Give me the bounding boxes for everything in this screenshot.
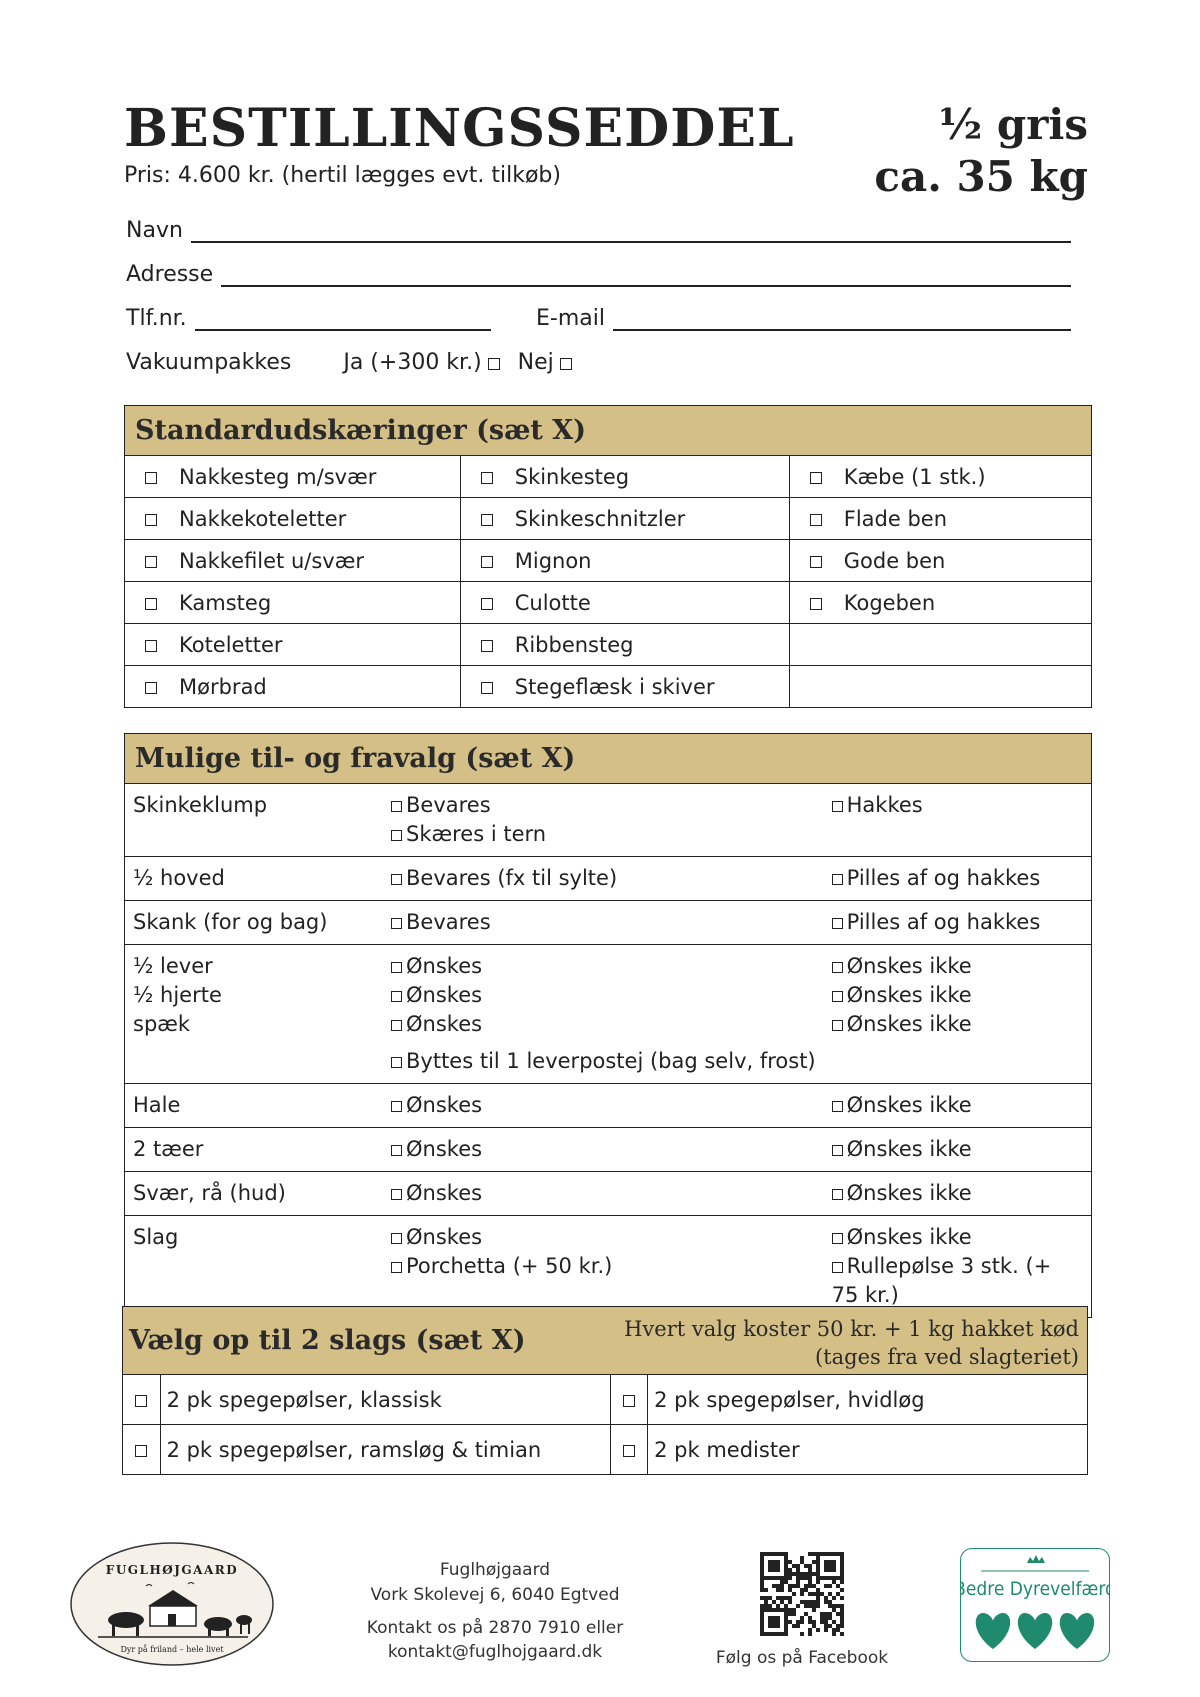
standard-cut-label: Skinkeschnitzler xyxy=(514,506,686,531)
sausage-label: 2 pk spegepølser, ramsløg & timian xyxy=(160,1425,610,1475)
option-choice[interactable] xyxy=(391,1179,816,1208)
option-choice[interactable] xyxy=(391,908,816,937)
sausage-label: 2 pk spegepølser, hvidløg xyxy=(648,1375,1087,1425)
standard-cut-cell xyxy=(125,666,460,708)
option-choice-label: Pilles af og hakkes xyxy=(846,910,1041,934)
sausages-title: Vælg op til 2 slags (sæt X) xyxy=(129,1325,526,1356)
name-label: Navn xyxy=(126,218,183,243)
option-checkbox[interactable] xyxy=(391,1233,402,1244)
sausage-row xyxy=(123,1425,1087,1475)
option-choice[interactable] xyxy=(832,952,1083,981)
option-extra-choice[interactable] xyxy=(391,1047,816,1076)
option-choice-label: Ønskes ikke xyxy=(846,1225,972,1249)
footer-contact-1: Kontakt os på 2870 7910 eller xyxy=(366,1618,624,1638)
option-row xyxy=(125,1172,1091,1216)
option-choice-label: Ønskes xyxy=(406,1181,483,1205)
footer-company: Fuglhøjgaard xyxy=(439,1560,551,1580)
sausage-checkbox-cell xyxy=(123,1375,160,1425)
vacuum-no-label: Nej xyxy=(517,350,554,375)
option-checkbox[interactable] xyxy=(832,1145,843,1156)
standard-cut-cell xyxy=(125,540,460,582)
standard-cut-checkbox[interactable] xyxy=(145,514,157,526)
option-row xyxy=(125,784,1091,857)
option-choice-cell xyxy=(383,1172,824,1216)
option-label-cell xyxy=(125,945,383,1084)
option-label-cell xyxy=(125,1216,383,1318)
option-label: Svær, rå (hud) xyxy=(133,1181,286,1205)
option-choice[interactable] xyxy=(391,1010,816,1039)
option-choice-cell xyxy=(824,1128,1091,1172)
standard-cut-checkbox[interactable] xyxy=(810,598,822,610)
option-choice[interactable] xyxy=(391,820,816,849)
option-label: ½ lever xyxy=(133,954,213,978)
sausages-note-2: (tages fra ved slagteriet) xyxy=(814,1345,1079,1369)
option-choice-cell xyxy=(383,945,824,1084)
option-choice[interactable] xyxy=(391,791,816,820)
facebook-link[interactable]: Følg os på Facebook xyxy=(715,1648,889,1668)
option-choice-cell xyxy=(383,784,824,857)
option-checkbox[interactable] xyxy=(832,1233,843,1244)
standard-cuts-row xyxy=(125,498,1091,540)
option-choice-label: Ønskes ikke xyxy=(846,954,972,978)
sausage-checkbox-cell xyxy=(123,1425,160,1475)
logo-name: FUGLHØJGAARD xyxy=(105,1563,239,1577)
standard-cut-label: Kamsteg xyxy=(179,590,272,615)
option-choice[interactable] xyxy=(832,1010,1083,1039)
option-checkbox[interactable] xyxy=(391,991,402,1002)
option-choice-cell xyxy=(824,1216,1091,1318)
option-label-cell xyxy=(125,1084,383,1128)
option-choice-cell xyxy=(824,1084,1091,1128)
standard-cut-cell xyxy=(125,456,460,498)
option-choice[interactable] xyxy=(832,864,1083,893)
standard-cuts-row xyxy=(125,666,1091,708)
option-row xyxy=(125,857,1091,901)
vacuum-no-checkbox[interactable] xyxy=(560,358,572,370)
standard-cut-checkbox[interactable] xyxy=(810,514,822,526)
option-choice-cell xyxy=(383,1216,824,1318)
option-choice-label: Ønskes xyxy=(406,1012,483,1036)
standard-cut-checkbox[interactable] xyxy=(145,682,157,694)
option-checkbox[interactable] xyxy=(391,1020,402,1031)
option-label: 2 tæer xyxy=(133,1137,204,1161)
standard-cut-cell xyxy=(125,498,460,540)
crown-icon xyxy=(1027,1555,1045,1563)
standard-cut-label: Mignon xyxy=(514,548,592,573)
option-choice-label: Ønskes ikke xyxy=(846,1012,972,1036)
option-choice-label: Bevares xyxy=(406,910,491,934)
email-field[interactable] xyxy=(613,307,1071,331)
sausage-checkbox[interactable] xyxy=(623,1395,635,1407)
sausages-note-1: Hvert valg koster 50 kr. + 1 kg hakket kød xyxy=(624,1317,1079,1341)
vacuum-label: Vakuumpakkes xyxy=(126,350,292,375)
option-label: spæk xyxy=(133,1012,191,1036)
standard-cut-cell xyxy=(460,540,789,582)
option-label-cell xyxy=(125,1128,383,1172)
option-checkbox[interactable] xyxy=(391,801,402,812)
option-row xyxy=(125,1084,1091,1128)
option-choice-cell xyxy=(824,945,1091,1084)
option-extra-label: Byttes til 1 leverpostej (bag selv, frost) xyxy=(406,1049,816,1073)
hearts-icon xyxy=(976,1613,1094,1649)
option-choice-label: Ønskes xyxy=(406,1093,483,1117)
logo-tagline: Dyr på friland – hele livet xyxy=(120,1645,224,1654)
footer-address: Vork Skolevej 6, 6040 Egtved xyxy=(370,1585,620,1605)
option-checkbox[interactable] xyxy=(391,962,402,973)
welfare-badge xyxy=(960,1548,1110,1662)
option-checkbox[interactable] xyxy=(832,1189,843,1200)
address-row xyxy=(126,262,1071,287)
option-checkbox[interactable] xyxy=(832,1101,843,1112)
standard-cut-checkbox[interactable] xyxy=(810,472,822,484)
standard-cut-checkbox[interactable] xyxy=(481,598,493,610)
sausage-row xyxy=(123,1375,1087,1425)
options-title: Mulige til- og fravalg (sæt X) xyxy=(125,734,1091,784)
option-choice[interactable] xyxy=(832,981,1083,1010)
standard-cut-checkbox[interactable] xyxy=(145,556,157,568)
option-checkbox[interactable] xyxy=(832,1262,843,1273)
address-label: Adresse xyxy=(126,262,214,287)
option-choice-cell xyxy=(824,784,1091,857)
standard-cut-label: Nakkekoteletter xyxy=(179,506,347,531)
option-checkbox[interactable] xyxy=(391,1145,402,1156)
option-choice-label: Bevares (fx til sylte) xyxy=(406,866,618,890)
standard-cut-label: Nakkefilet u/svær xyxy=(179,548,364,573)
farm-logo xyxy=(68,1540,276,1668)
footer-contact-2[interactable]: kontakt@fuglhojgaard.dk xyxy=(387,1642,603,1662)
option-choice-label: Ønskes xyxy=(406,983,483,1007)
option-label: ½ hjerte xyxy=(133,983,222,1007)
option-row xyxy=(125,1128,1091,1172)
option-choice-label: Ønskes xyxy=(406,1137,483,1161)
sausages-section xyxy=(122,1306,1088,1475)
option-choice-label: Skæres i tern xyxy=(406,822,547,846)
option-choice-label: Ønskes xyxy=(406,954,483,978)
email-label: E-mail xyxy=(536,306,605,331)
option-choice[interactable] xyxy=(832,1223,1083,1252)
options-table xyxy=(125,784,1091,1317)
standard-cut-cell xyxy=(125,624,460,666)
option-choice-label: Pilles af og hakkes xyxy=(846,866,1041,890)
option-choice[interactable] xyxy=(832,791,1083,820)
option-choice-label: Bevares xyxy=(406,793,491,817)
option-choice-label: Porchetta (+ 50 kr.) xyxy=(406,1254,613,1278)
option-checkbox[interactable] xyxy=(391,1262,402,1273)
option-checkbox[interactable] xyxy=(391,830,402,841)
option-choice[interactable] xyxy=(391,1135,816,1164)
size-half-pig: ½ gris xyxy=(938,100,1088,149)
standard-cut-label: Skinkesteg xyxy=(514,464,630,489)
options-section xyxy=(124,733,1092,1318)
standard-cut-checkbox[interactable] xyxy=(145,640,157,652)
option-choice[interactable] xyxy=(832,1135,1083,1164)
option-choice-label: Hakkes xyxy=(846,793,923,817)
phone-row xyxy=(126,306,491,331)
standard-cut-label: Kogeben xyxy=(843,590,936,615)
standard-cut-checkbox[interactable] xyxy=(481,556,493,568)
standard-cuts-table xyxy=(125,456,1091,707)
option-label-cell xyxy=(125,1172,383,1216)
standard-cut-label: Nakkesteg m/svær xyxy=(179,464,377,489)
welfare-label: Bedre Dyrevelfærd xyxy=(961,1578,1109,1600)
option-checkbox[interactable] xyxy=(832,801,843,812)
email-row xyxy=(536,306,1071,331)
standard-cut-checkbox[interactable] xyxy=(145,598,157,610)
sausage-checkbox[interactable] xyxy=(623,1445,635,1457)
standard-cut-label: Koteletter xyxy=(179,632,283,657)
option-label: Hale xyxy=(133,1093,181,1117)
option-checkbox[interactable] xyxy=(832,962,843,973)
standard-cut-checkbox[interactable] xyxy=(481,682,493,694)
standard-cut-label: Kæbe (1 stk.) xyxy=(843,464,986,489)
option-choice-label: Ønskes xyxy=(406,1225,483,1249)
standard-cut-cell xyxy=(460,456,789,498)
sausages-table xyxy=(123,1375,1087,1474)
standard-cut-checkbox[interactable] xyxy=(481,514,493,526)
option-choice[interactable] xyxy=(832,908,1083,937)
option-choice-cell xyxy=(383,1084,824,1128)
vacuum-yes-label: Ja (+300 kr.) xyxy=(343,350,482,375)
standard-cut-cell xyxy=(789,666,1091,708)
standard-cut-cell xyxy=(460,666,789,708)
standard-cut-checkbox[interactable] xyxy=(481,640,493,652)
qr-code-icon[interactable] xyxy=(760,1552,844,1636)
option-choice[interactable] xyxy=(391,952,816,981)
standard-cut-label: Flade ben xyxy=(843,506,948,531)
option-choice-cell xyxy=(383,901,824,945)
option-choice[interactable] xyxy=(832,1179,1083,1208)
option-choice[interactable] xyxy=(391,1223,816,1252)
standard-cut-cell xyxy=(460,624,789,666)
option-choice[interactable] xyxy=(832,1091,1083,1120)
sausage-label: 2 pk spegepølser, klassisk xyxy=(160,1375,610,1425)
option-label: ½ hoved xyxy=(133,866,225,890)
standard-cuts-title: Standardudskæringer (sæt X) xyxy=(125,406,1091,456)
standard-cut-cell xyxy=(789,624,1091,666)
standard-cut-checkbox[interactable] xyxy=(810,556,822,568)
option-checkbox[interactable] xyxy=(832,1020,843,1031)
vacuum-row xyxy=(126,350,578,375)
sausages-header xyxy=(123,1307,1087,1375)
vacuum-yes-checkbox[interactable] xyxy=(488,358,500,370)
option-choice[interactable] xyxy=(832,1252,1083,1310)
option-label-cell xyxy=(125,784,383,857)
standard-cut-cell xyxy=(789,582,1091,624)
phone-label: Tlf.nr. xyxy=(126,306,187,331)
price-text: Pris: 4.600 kr. (hertil lægges evt. tilkøb) xyxy=(124,163,561,188)
option-checkbox[interactable] xyxy=(391,918,402,929)
standard-cut-cell xyxy=(125,582,460,624)
option-choice[interactable] xyxy=(391,864,816,893)
option-checkbox[interactable] xyxy=(391,874,402,885)
phone-field[interactable] xyxy=(195,307,491,331)
standard-cut-cell xyxy=(789,540,1091,582)
option-choice-cell xyxy=(824,901,1091,945)
standard-cut-cell xyxy=(460,582,789,624)
option-choice-label: Ønskes ikke xyxy=(846,1181,972,1205)
option-row xyxy=(125,945,1091,1084)
standard-cuts-section xyxy=(124,405,1092,708)
standard-cut-cell xyxy=(460,498,789,540)
standard-cut-cell xyxy=(789,456,1091,498)
standard-cut-label: Culotte xyxy=(514,590,591,615)
standard-cuts-row xyxy=(125,456,1091,498)
name-row xyxy=(126,218,1071,243)
option-choice-label: Ønskes ikke xyxy=(846,1093,972,1117)
standard-cuts-row xyxy=(125,624,1091,666)
option-choice-cell xyxy=(383,857,824,901)
sausage-checkbox-cell xyxy=(610,1375,648,1425)
option-choice-cell xyxy=(383,1128,824,1172)
option-choice-label: Ønskes ikke xyxy=(846,1137,972,1161)
standard-cut-cell xyxy=(789,498,1091,540)
option-row xyxy=(125,1216,1091,1318)
standard-cut-checkbox[interactable] xyxy=(145,472,157,484)
standard-cut-checkbox[interactable] xyxy=(481,472,493,484)
option-checkbox[interactable] xyxy=(832,991,843,1002)
option-checkbox[interactable] xyxy=(391,1189,402,1200)
option-choice[interactable] xyxy=(391,1091,816,1120)
option-choice[interactable] xyxy=(391,1252,816,1281)
sausage-checkbox[interactable] xyxy=(135,1445,147,1457)
address-field[interactable] xyxy=(221,263,1071,287)
option-row xyxy=(125,901,1091,945)
standard-cuts-row xyxy=(125,540,1091,582)
standard-cuts-row xyxy=(125,582,1091,624)
option-label: Skinkeklump xyxy=(133,793,268,817)
standard-cut-label: Mørbrad xyxy=(179,674,267,699)
sausage-checkbox-cell xyxy=(610,1425,648,1475)
option-checkbox[interactable] xyxy=(391,1057,402,1068)
option-choice-cell xyxy=(824,857,1091,901)
option-checkbox[interactable] xyxy=(832,874,843,885)
option-choice-label: Ønskes ikke xyxy=(846,983,972,1007)
standard-cut-label: Ribbensteg xyxy=(514,632,634,657)
option-checkbox[interactable] xyxy=(391,1101,402,1112)
option-choice[interactable] xyxy=(391,981,816,1010)
option-label-cell xyxy=(125,857,383,901)
sausage-label: 2 pk medister xyxy=(648,1425,1087,1475)
size-weight: ca. 35 kg xyxy=(874,152,1088,201)
name-field[interactable] xyxy=(191,219,1071,243)
option-choice-label: Rullepølse 3 stk. (+ 75 kr.) xyxy=(831,1254,1052,1307)
option-choice-cell xyxy=(824,1172,1091,1216)
standard-cut-label: Gode ben xyxy=(843,548,946,573)
option-label: Slag xyxy=(133,1225,179,1249)
sausage-checkbox[interactable] xyxy=(135,1395,147,1407)
page-title: BESTILLINGSSEDDEL xyxy=(124,98,795,159)
option-label: Skank (for og bag) xyxy=(133,910,328,934)
option-checkbox[interactable] xyxy=(832,918,843,929)
option-label-cell xyxy=(125,901,383,945)
standard-cut-label: Stegeflæsk i skiver xyxy=(514,674,715,699)
